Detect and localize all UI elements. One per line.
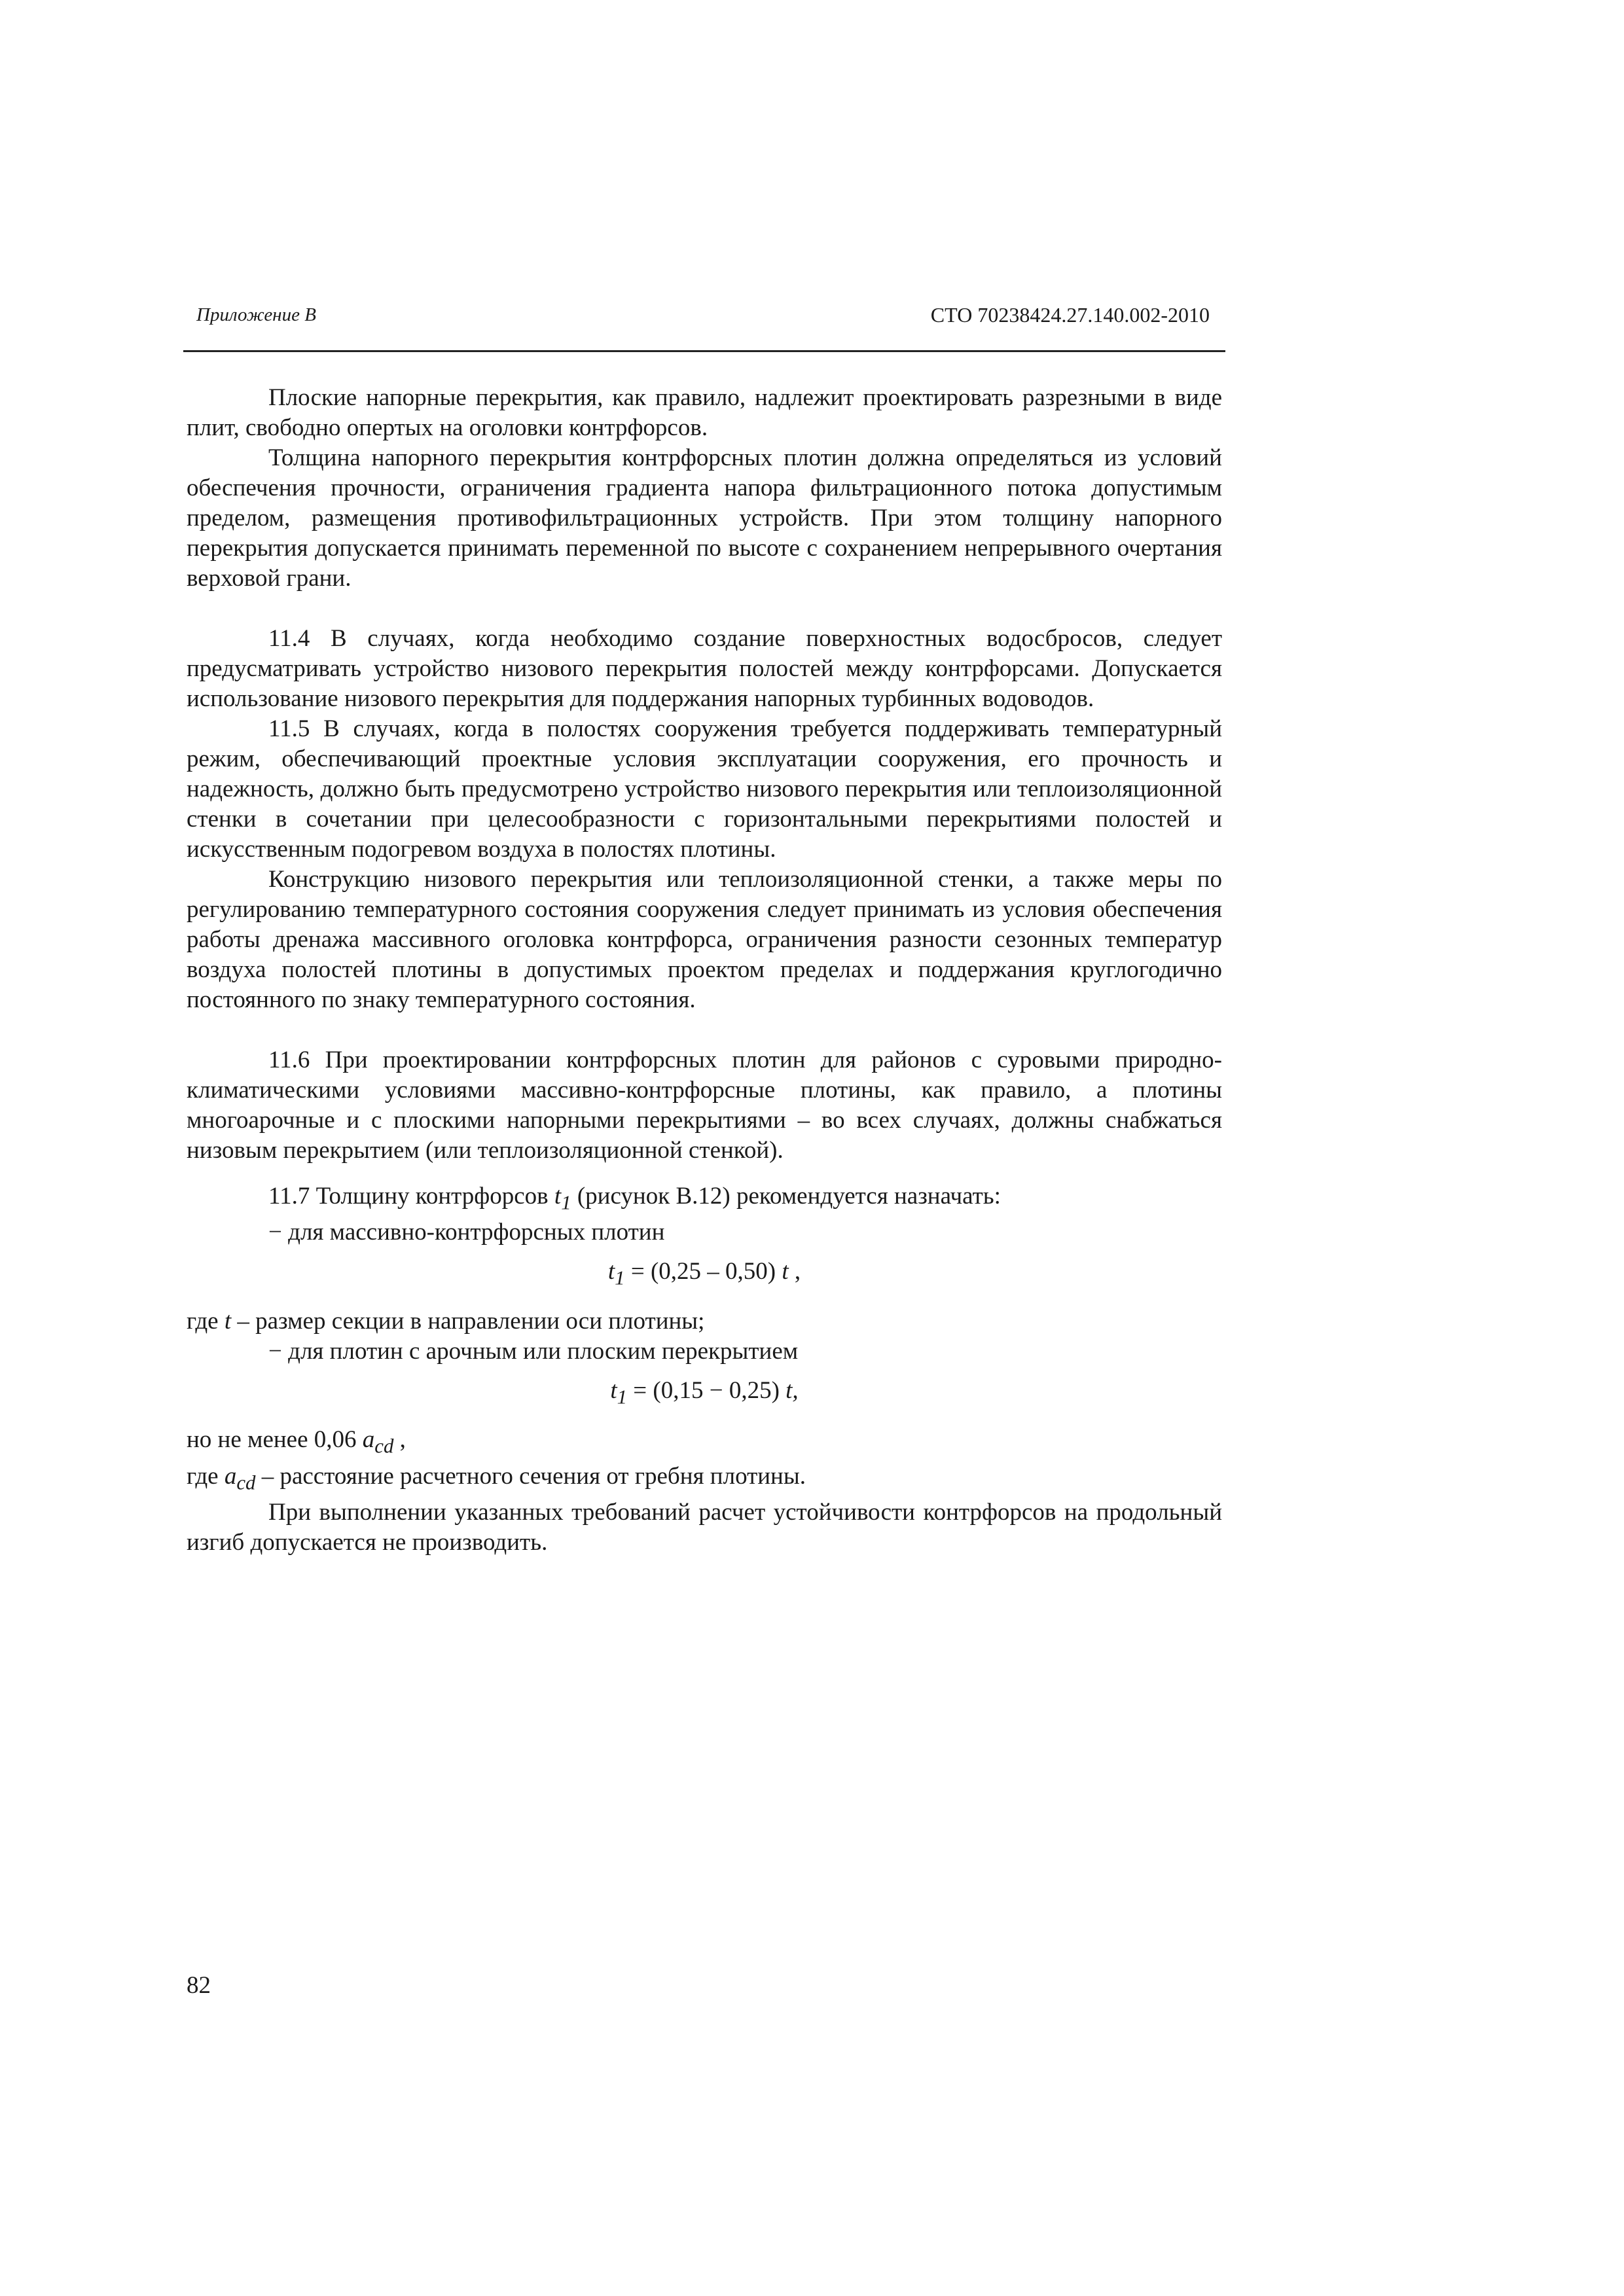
appendix-label: Приложение В (196, 304, 316, 325)
paragraph: Конструкцию низового перекрытия или теплоизоляционной стенки, а также меры по регулированию температурного состояния сооружения следует принимать из условия обеспечения работы дренажа массивного оголовка контрфорса, ограничения разности сезонных температур воздуха полостей плотины в допустимых проектом пределах и поддержания круглогодично постоянного по знаку температурного состояния. (187, 866, 1222, 1013)
page-body (187, 383, 1222, 1558)
paragraph-11-5: 11.5 В случаях, когда в полостях сооружения требуется поддерживать температурный режим, обеспечивающий проектные условия эксплуатации сооружения, его прочность и надежность, должно быть предусмотрено устройство низового перекрытия или теплоизоляционной стенки в сочетании при целесообразности с горизонтальными перекрытиями полостей и искусственным подогревом воздуха в полостях плотины. (187, 715, 1222, 863)
minimum-clause: но не менее 0,06 $a_{cd}$ , (187, 1426, 406, 1458)
document-code: СТО 70238424.27.140.002-2010 (930, 303, 1210, 327)
paragraph: При выполнении указанных требований расчет устойчивости контрфорсов на продольный изгиб допускается не производить. (187, 1498, 1222, 1556)
page-header (183, 298, 1225, 352)
list-item: − для массивно-контрфорсных плотин (268, 1219, 665, 1246)
paragraph-11-6: 11.6 При проектировании контрфорсных плотин для районов с суровыми природно-климатическими условиями массивно-контрфорсные плотины, как правило, а плотины многоарочные и с плоскими напорными перекрытиями – во всех случаях, должны снабжаться низовым перекрытием (или теплоизоляционной стенкой). (187, 1047, 1222, 1164)
where-clause: где t – размер секции в направлении оси плотины; (187, 1307, 705, 1335)
formula-arch-flat: $t_1 = (0,15 - 0,25)$ t, (610, 1376, 799, 1408)
where-clause: где $a_{cd}$ – расстояние расчетного сечения от гребня плотины. (187, 1462, 806, 1494)
paragraph: Толщина напорного перекрытия контрфорсных плотин должна определяться из условий обеспечения прочности, ограничения градиента напора фильтрационного потока допустимым пределом, размещения противофильтрационных устройств. При этом толщину напорного перекрытия допускается принимать переменной по высоте с сохранением непрерывного очертания верховой грани. (187, 444, 1222, 592)
paragraph-11-7: 11.7 Толщину контрфорсов $t_1$ (рисунок В.12) рекомендуется назначать: (268, 1183, 1001, 1214)
paragraph-11-4: 11.4 В случаях, когда необходимо создание поверхностных водосбросов, следует предусматривать устройство низового перекрытия полостей между контрфорсами. Допускается использование низового перекрытия для поддержания напорных турбинных водоводов. (187, 625, 1222, 712)
page-number: 82 (187, 1972, 211, 1999)
list-item: − для плотин с арочным или плоским перекрытием (268, 1337, 799, 1365)
paragraph: Плоские напорные перекрытия, как правило, надлежит проектировать разрезными в виде плит, свободно опертых на оголовки контрфорсов. (187, 384, 1222, 441)
t1-symbol: $t_1$ (554, 1183, 571, 1214)
formula-massive-buttress: $t_1 = (0,25 - 0,50)$ t , (607, 1258, 801, 1289)
